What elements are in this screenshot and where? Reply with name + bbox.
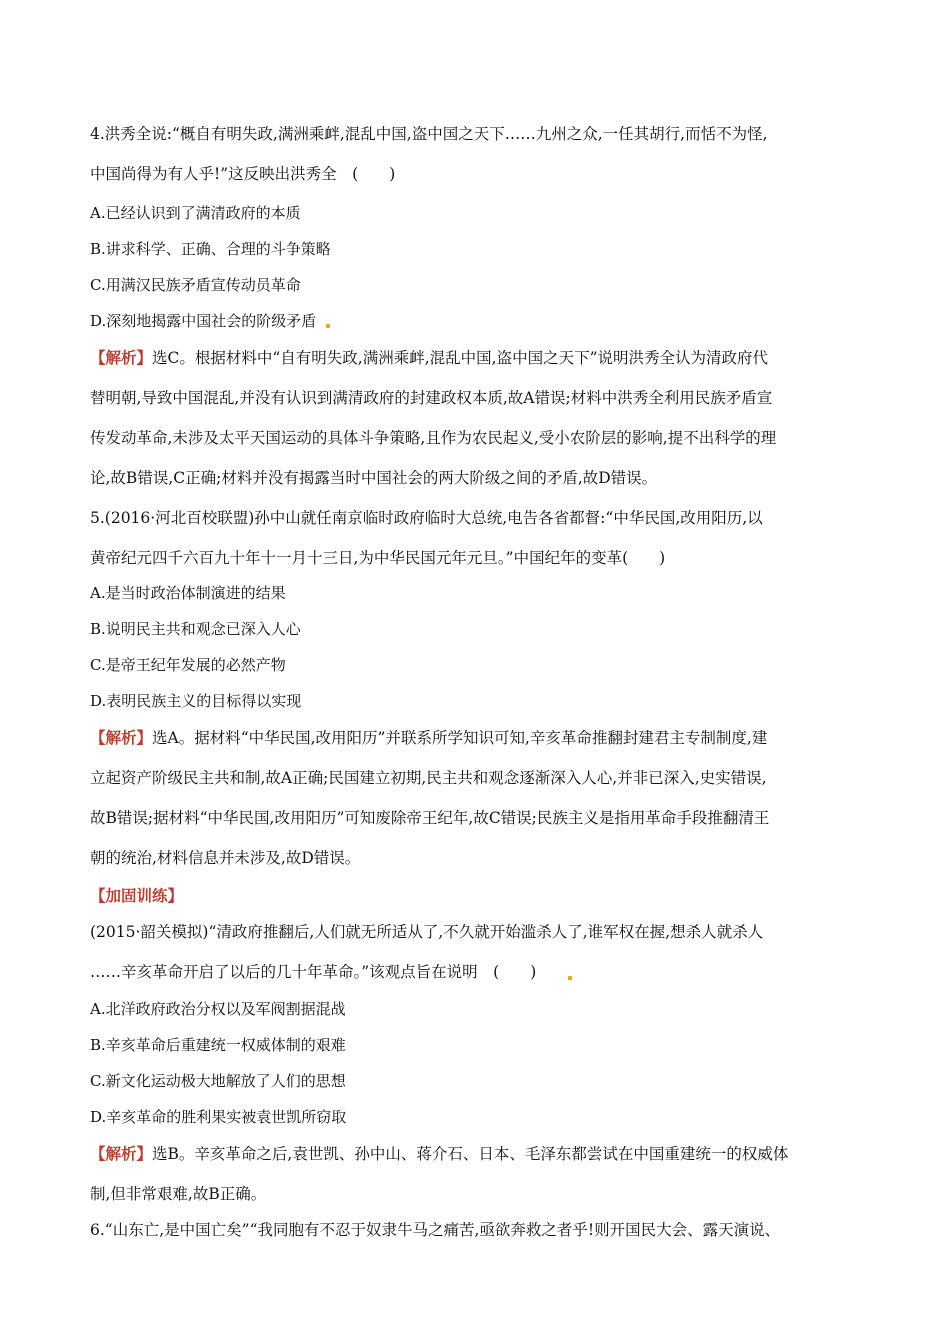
- q5-analysis-line-1: [90, 728, 870, 748]
- q5-option-c: C.是帝王纪年发展的必然产物: [90, 656, 286, 674]
- extra-option-c: C.新文化运动极大地解放了人们的思想: [90, 1072, 346, 1090]
- extra-stem-line-1: (2015·韶关模拟)“清政府推翻后,人们就无所适从了,不久就开始滥杀人了,谁军权在握,想杀人就杀人: [90, 923, 764, 941]
- analysis-text: 选A。据材料“中华民国,改用阳历”并联系所学知识可知,辛亥革命推翻封建君主专制制度,建: [152, 729, 768, 747]
- extra-option-a: A.北洋政府政治分权以及军阀割据混战: [90, 1000, 346, 1018]
- q5-stem-line-1: 5.(2016·河北百校联盟)孙中山就任南京临时政府临时大总统,电告各省都督:“中华民国,改用阳历,以: [90, 509, 763, 527]
- q4-stem-line-1: 4.洪秀全说:“概自有明失政,满洲乘衅,混乱中国,盗中国之天下……九州之众,一任其胡行,而恬不为怪,: [90, 125, 768, 143]
- q5-analysis-line-4: 朝的统治,材料信息并未涉及,故D错误。: [90, 849, 361, 867]
- analysis-tag: 【解析】: [90, 728, 153, 747]
- reinforcement-heading: 【加固训练】: [90, 886, 184, 905]
- extra-option-d: D.辛亥革命的胜利果实被袁世凯所窃取: [90, 1108, 347, 1126]
- extra-analysis-line-2: 制,但非常艰难,故B正确。: [90, 1185, 267, 1203]
- q4-analysis-line-3: 传发动革命,未涉及太平天国运动的具体斗争策略,且作为农民起义,受小农阶层的影响,提不出科学的理: [90, 429, 777, 447]
- q4-analysis-line-2: 替明朝,导致中国混乱,并没有认识到满清政府的封建政权本质,故A错误;材料中洪秀全利用民族矛盾宣: [90, 389, 773, 407]
- q5-analysis-line-3: 故B错误;据材料“中华民国,改用阳历”可知废除帝王纪年,故C错误;民族主义是指用革命手段推翻清王: [90, 809, 770, 827]
- q5-option-b: B.说明民主共和观念已深入人心: [90, 620, 301, 638]
- analysis-text: 选C。根据材料中“自有明失政,满洲乘衅,混乱中国,盗中国之天下”说明洪秀全认为清政府代: [152, 349, 769, 367]
- extra-stem-line-2: ……辛亥革命开启了以后的几十年革命。”该观点旨在说明 ( ): [90, 963, 537, 981]
- q5-analysis-line-2: 立起资产阶级民主共和制,故A正确;民国建立初期,民主共和观念逐渐深入人心,并非已深入,史实错误,: [90, 769, 767, 787]
- q4-option-c: C.用满汉民族矛盾宣传动员革命: [90, 276, 301, 294]
- extra-analysis-line-1: [90, 1144, 870, 1164]
- analysis-text: 选B。辛亥革命之后,袁世凯、孙中山、蒋介石、日本、毛泽东都尝试在中国重建统一的权威体: [152, 1145, 789, 1163]
- q4-analysis-line-4: 论,故B错误,C正确;材料并没有揭露当时中国社会的两大阶级之间的矛盾,故D错误。: [90, 469, 658, 487]
- q4-analysis-line-1: [90, 348, 870, 368]
- q4-option-d: D.深刻地揭露中国社会的阶级矛盾: [90, 312, 317, 330]
- decorative-mark: [326, 324, 330, 328]
- q4-stem-line-2: 中国尚得为有人乎!”这反映出洪秀全 ( ): [90, 165, 396, 183]
- q5-option-a: A.是当时政治体制演进的结果: [90, 584, 286, 602]
- analysis-tag: 【解析】: [90, 348, 153, 367]
- q5-stem-line-2: 黄帝纪元四千六百九十年十一月十三日,为中华民国元年元旦。”中国纪年的变革( ): [90, 549, 666, 567]
- q4-option-b: B.讲求科学、正确、合理的斗争策略: [90, 240, 331, 258]
- analysis-tag: 【解析】: [90, 1144, 153, 1163]
- extra-option-b: B.辛亥革命后重建统一权威体制的艰难: [90, 1036, 346, 1054]
- decorative-mark: [568, 976, 572, 980]
- q5-option-d: D.表明民族主义的目标得以实现: [90, 692, 302, 710]
- q4-option-a: A.已经认识到了满清政府的本质: [90, 204, 301, 222]
- q6-stem-line-1: 6.“山东亡,是中国亡矣”“我同胞有不忍于奴隶牛马之痛苦,亟欲奔救之者乎!则开国民大会、露天演说、: [90, 1221, 781, 1239]
